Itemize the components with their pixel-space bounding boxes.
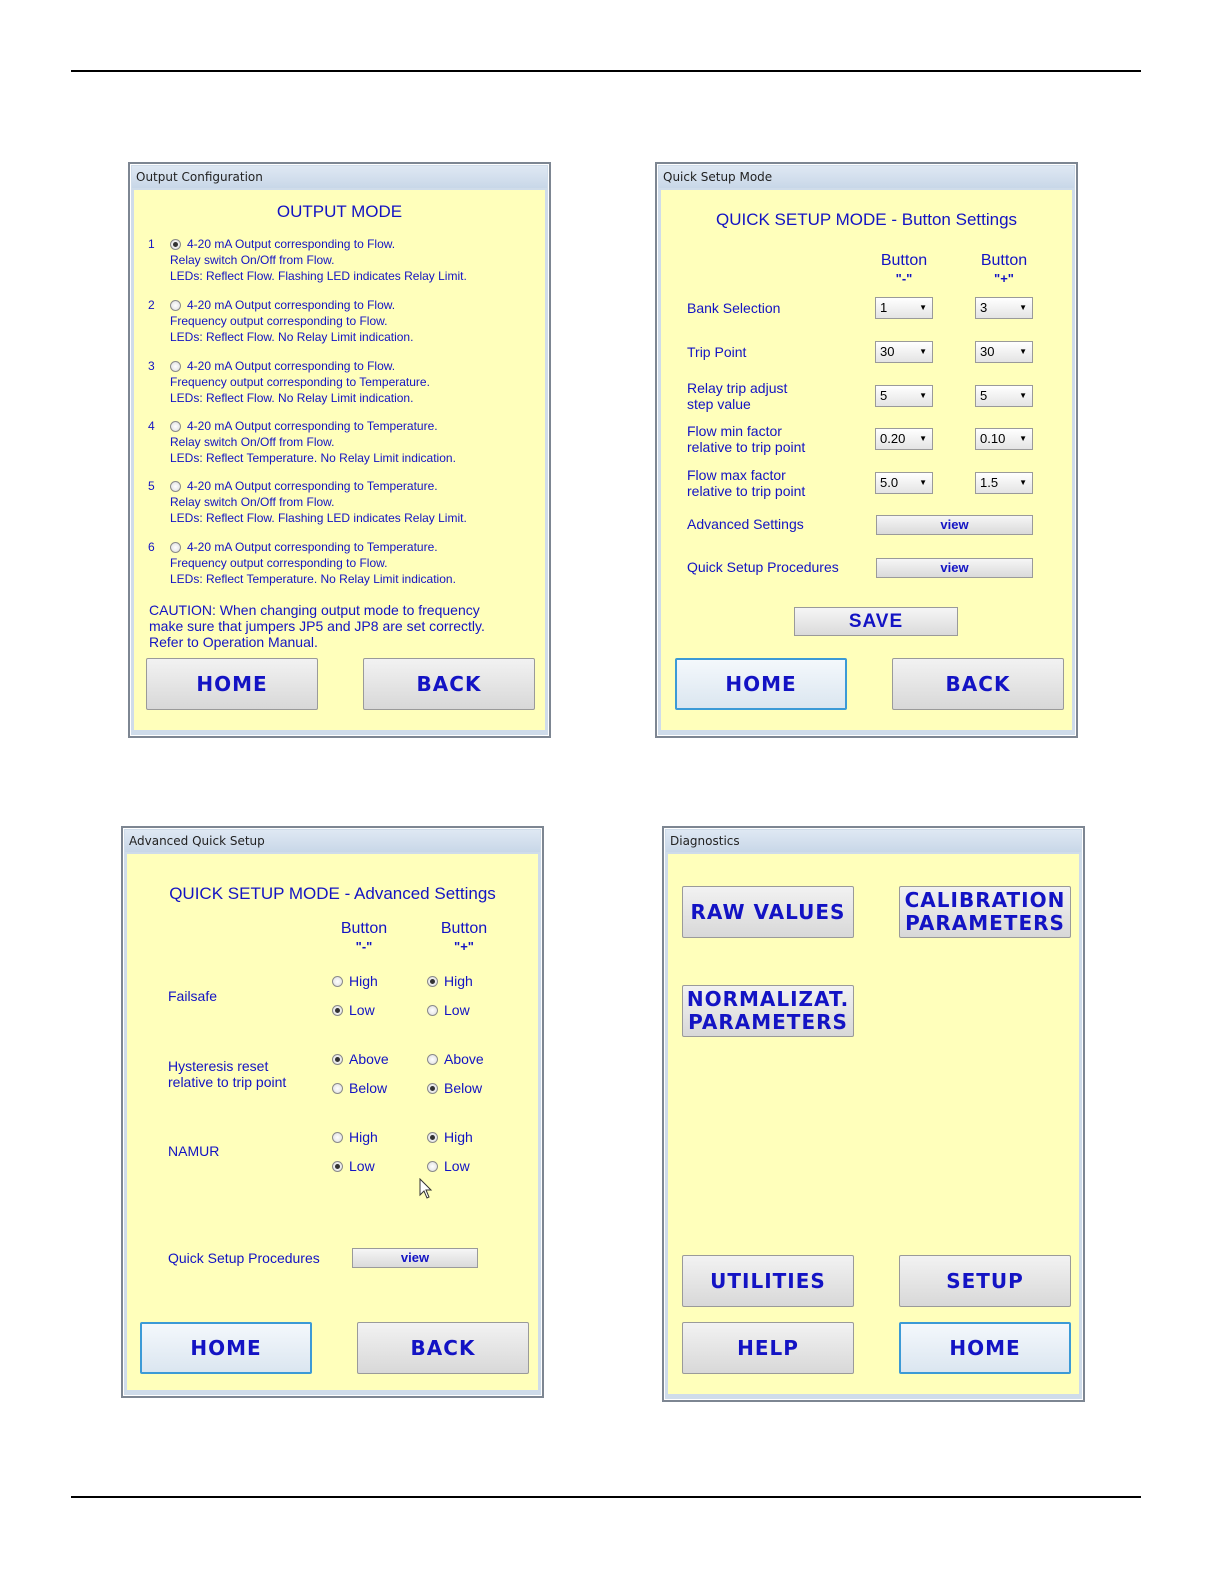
raw-values-button[interactable]: RAW VALUES: [682, 886, 854, 938]
chevron-down-icon: ▼: [1019, 347, 1027, 356]
radio-button[interactable]: [427, 1054, 438, 1065]
mode-line: Frequency output corresponding to Flow.: [170, 556, 388, 570]
combo-value: 5: [880, 388, 888, 403]
namur-plus-high-option[interactable]: [427, 1129, 473, 1145]
mode-number: 1: [148, 237, 155, 251]
top-rule: [71, 70, 1141, 72]
option-label: Above: [349, 1051, 389, 1067]
button-line: PARAMETERS: [688, 1010, 848, 1034]
combo-value: 0.20: [880, 431, 906, 446]
mode-line: LEDs: Reflect Flow. No Relay Limit indication.: [170, 330, 414, 344]
combo-value: 5: [980, 388, 988, 403]
radio-button[interactable]: [170, 481, 181, 492]
quick-setup-procedures-label: Quick Setup Procedures: [168, 1250, 320, 1266]
output-configuration-window: [128, 162, 551, 738]
hysteresis-plus-above-option[interactable]: [427, 1051, 484, 1067]
advanced-quick-setup-window: [121, 826, 544, 1398]
column-label: Button: [980, 252, 1028, 269]
caution-line: CAUTION: When changing output mode to frequency: [149, 602, 480, 618]
combo-value: 3: [980, 300, 988, 315]
bank-selection-label: Bank Selection: [687, 300, 781, 316]
button-plus-header: [964, 252, 1044, 288]
mouse-pointer-icon: [419, 1178, 433, 1200]
mode-line: LEDs: Reflect Flow. No Relay Limit indication.: [170, 391, 414, 405]
button-line: CALIBRATION: [904, 888, 1066, 912]
failsafe-minus-high-option[interactable]: [332, 973, 378, 989]
radio-button[interactable]: [170, 239, 181, 250]
combo-value: 1: [880, 300, 888, 315]
trip-point-label: Trip Point: [687, 344, 747, 360]
back-button[interactable]: BACK: [892, 658, 1064, 710]
window-client: [661, 190, 1072, 730]
option-label: Below: [444, 1080, 483, 1096]
mode-line: LEDs: Reflect Temperature. No Relay Limit indication.: [170, 451, 456, 465]
radio-button[interactable]: [427, 1161, 438, 1172]
trip-point-plus-select[interactable]: [975, 341, 1033, 363]
mode-line: LEDs: Reflect Temperature. No Relay Limit indication.: [170, 572, 456, 586]
window-title: Advanced Quick Setup: [125, 830, 540, 852]
namur-minus-low-option[interactable]: [332, 1158, 375, 1174]
namur-label: NAMUR: [168, 1143, 220, 1159]
label-line: relative to trip point: [687, 483, 806, 499]
radio-button[interactable]: [427, 1132, 438, 1143]
column-sublabel: "+": [454, 939, 474, 954]
mode-line: Relay switch On/Off from Flow.: [170, 253, 335, 267]
label-line: relative to trip point: [687, 439, 806, 455]
radio-button[interactable]: [332, 1054, 343, 1065]
output-mode-heading: OUTPUT MODE: [276, 202, 403, 221]
mode-line: Frequency output corresponding to Flow.: [170, 314, 388, 328]
option-label: Low: [444, 1158, 470, 1174]
window-title: Output Configuration: [132, 166, 547, 188]
radio-button[interactable]: [332, 1161, 343, 1172]
mode-line: LEDs: Reflect Flow. Flashing LED indicates Relay Limit.: [170, 269, 467, 283]
label-line: Flow max factor: [687, 467, 786, 483]
hysteresis-reset-label: [168, 1058, 286, 1090]
advanced-settings-view-button[interactable]: view: [876, 515, 1033, 535]
mode-line: 4-20 mA Output corresponding to Flow.: [187, 237, 396, 251]
option-label: High: [444, 973, 473, 989]
mode-line: Frequency output corresponding to Temperature.: [170, 375, 430, 389]
option-label: High: [349, 1129, 378, 1145]
button-plus-header: [424, 920, 504, 956]
hysteresis-plus-below-option[interactable]: [427, 1080, 482, 1096]
mode-number: 2: [148, 298, 155, 312]
column-label: Button: [880, 252, 928, 269]
combo-value: 30: [880, 344, 895, 359]
flow-max-factor-label: [687, 467, 805, 499]
column-sublabel: "-": [355, 939, 373, 954]
window-client: [127, 854, 538, 1390]
quick-setup-procedures-view-button[interactable]: view: [876, 558, 1033, 578]
hysteresis-minus-below-option[interactable]: [332, 1080, 387, 1096]
label-line: step value: [687, 396, 751, 412]
button-minus-header: [864, 252, 944, 288]
mode-number: 3: [148, 359, 155, 373]
option-label: Low: [444, 1002, 470, 1018]
relay-trip-adjust-minus-select[interactable]: [875, 385, 933, 407]
quick-setup-window: [655, 162, 1078, 738]
button-line: PARAMETERS: [905, 911, 1065, 935]
mode-line: 4-20 mA Output corresponding to Flow.: [187, 298, 396, 312]
option-label: Above: [444, 1051, 484, 1067]
chevron-down-icon: ▼: [919, 434, 927, 443]
window-title: Quick Setup Mode: [659, 166, 1074, 188]
combo-value: 30: [980, 344, 995, 359]
caution-line: Refer to Operation Manual.: [149, 634, 318, 650]
radio-button[interactable]: [332, 1132, 343, 1143]
window-client: [134, 190, 545, 730]
chevron-down-icon: ▼: [1019, 434, 1027, 443]
failsafe-plus-low-option[interactable]: [427, 1002, 470, 1018]
namur-plus-low-option[interactable]: [427, 1158, 470, 1174]
mode-number: 5: [148, 479, 155, 493]
option-label: High: [349, 973, 378, 989]
button-minus-header: [324, 920, 404, 956]
home-button[interactable]: HOME: [140, 1322, 312, 1374]
help-button[interactable]: HELP: [682, 1322, 854, 1374]
flow-max-factor-minus-select[interactable]: [875, 472, 933, 494]
radio-button[interactable]: [170, 361, 181, 372]
chevron-down-icon: ▼: [919, 478, 927, 487]
relay-trip-adjust-label: [687, 380, 787, 412]
failsafe-label: Failsafe: [168, 988, 218, 1004]
mode-number: 4: [148, 419, 155, 433]
column-sublabel: "+": [994, 271, 1014, 286]
advanced-settings-heading: QUICK SETUP MODE - Advanced Settings: [169, 884, 496, 903]
back-button[interactable]: BACK: [357, 1322, 529, 1374]
bank-selection-plus-select[interactable]: [975, 297, 1033, 319]
normalization-parameters-button[interactable]: [682, 985, 854, 1037]
mode-line: 4-20 mA Output corresponding to Flow.: [187, 359, 396, 373]
failsafe-plus-high-option[interactable]: [427, 973, 473, 989]
chevron-down-icon: ▼: [1019, 478, 1027, 487]
quick-setup-heading: QUICK SETUP MODE - Button Settings: [715, 210, 1018, 229]
caution-text: [149, 602, 485, 650]
button-line: NORMALIZAT.: [686, 987, 850, 1011]
trip-point-minus-select[interactable]: [875, 341, 933, 363]
flow-min-factor-minus-select[interactable]: [875, 428, 933, 450]
column-label: Button: [440, 920, 488, 937]
label-line: Flow min factor: [687, 423, 782, 439]
radio-button[interactable]: [170, 300, 181, 311]
mode-number: 6: [148, 540, 155, 554]
column-label: Button: [340, 920, 388, 937]
radio-button[interactable]: [427, 1083, 438, 1094]
mode-line: 4-20 mA Output corresponding to Temperature.: [187, 419, 438, 433]
column-sublabel: "-": [895, 271, 913, 286]
option-label: Low: [349, 1158, 375, 1174]
namur-minus-high-option[interactable]: [332, 1129, 378, 1145]
flow-min-factor-plus-select[interactable]: [975, 428, 1033, 450]
radio-button[interactable]: [170, 421, 181, 432]
relay-trip-adjust-plus-select[interactable]: [975, 385, 1033, 407]
option-label: Below: [349, 1080, 388, 1096]
window-title: Diagnostics: [666, 830, 1081, 852]
flow-min-factor-label: [687, 423, 805, 455]
diagnostics-window: [662, 826, 1085, 1402]
mode-line: 4-20 mA Output corresponding to Temperature.: [187, 540, 438, 554]
quick-setup-procedures-view-button[interactable]: view: [352, 1248, 478, 1268]
advanced-settings-label: Advanced Settings: [687, 516, 804, 532]
label-line: Relay trip adjust: [687, 380, 788, 396]
utilities-button[interactable]: UTILITIES: [682, 1255, 854, 1307]
caution-line: make sure that jumpers JP5 and JP8 are set correctly.: [149, 618, 485, 634]
mode-line: Relay switch On/Off from Flow.: [170, 495, 335, 509]
save-button[interactable]: SAVE: [794, 607, 958, 636]
bank-selection-minus-select[interactable]: [875, 297, 933, 319]
mode-line: 4-20 mA Output corresponding to Temperature.: [187, 479, 438, 493]
back-button[interactable]: BACK: [363, 658, 535, 710]
chevron-down-icon: ▼: [919, 347, 927, 356]
combo-value: 0.10: [980, 431, 1006, 446]
option-label: High: [444, 1129, 473, 1145]
radio-button[interactable]: [427, 976, 438, 987]
failsafe-minus-low-option[interactable]: [332, 1002, 375, 1018]
bottom-rule: [71, 1496, 1141, 1498]
quick-setup-procedures-label: Quick Setup Procedures: [687, 559, 839, 575]
home-button[interactable]: HOME: [146, 658, 318, 710]
combo-value: 5.0: [880, 475, 899, 490]
radio-button[interactable]: [170, 542, 181, 553]
radio-button[interactable]: [332, 1005, 343, 1016]
chevron-down-icon: ▼: [919, 391, 927, 400]
chevron-down-icon: ▼: [919, 303, 927, 312]
option-label: Low: [349, 1002, 375, 1018]
chevron-down-icon: ▼: [1019, 391, 1027, 400]
home-button[interactable]: HOME: [899, 1322, 1071, 1374]
mode-line: LEDs: Reflect Flow. Flashing LED indicates Relay Limit.: [170, 511, 467, 525]
radio-button[interactable]: [427, 1005, 438, 1016]
radio-button[interactable]: [332, 1083, 343, 1094]
window-client: [668, 854, 1079, 1394]
home-button[interactable]: HOME: [675, 658, 847, 710]
flow-max-factor-plus-select[interactable]: [975, 472, 1033, 494]
hysteresis-minus-above-option[interactable]: [332, 1051, 389, 1067]
radio-button[interactable]: [332, 976, 343, 987]
chevron-down-icon: ▼: [1019, 303, 1027, 312]
setup-button[interactable]: SETUP: [899, 1255, 1071, 1307]
label-line: relative to trip point: [168, 1074, 287, 1090]
mode-line: Relay switch On/Off from Flow.: [170, 435, 335, 449]
label-line: Hysteresis reset: [168, 1058, 269, 1074]
calibration-parameters-button[interactable]: [899, 886, 1071, 938]
combo-value: 1.5: [980, 475, 999, 490]
